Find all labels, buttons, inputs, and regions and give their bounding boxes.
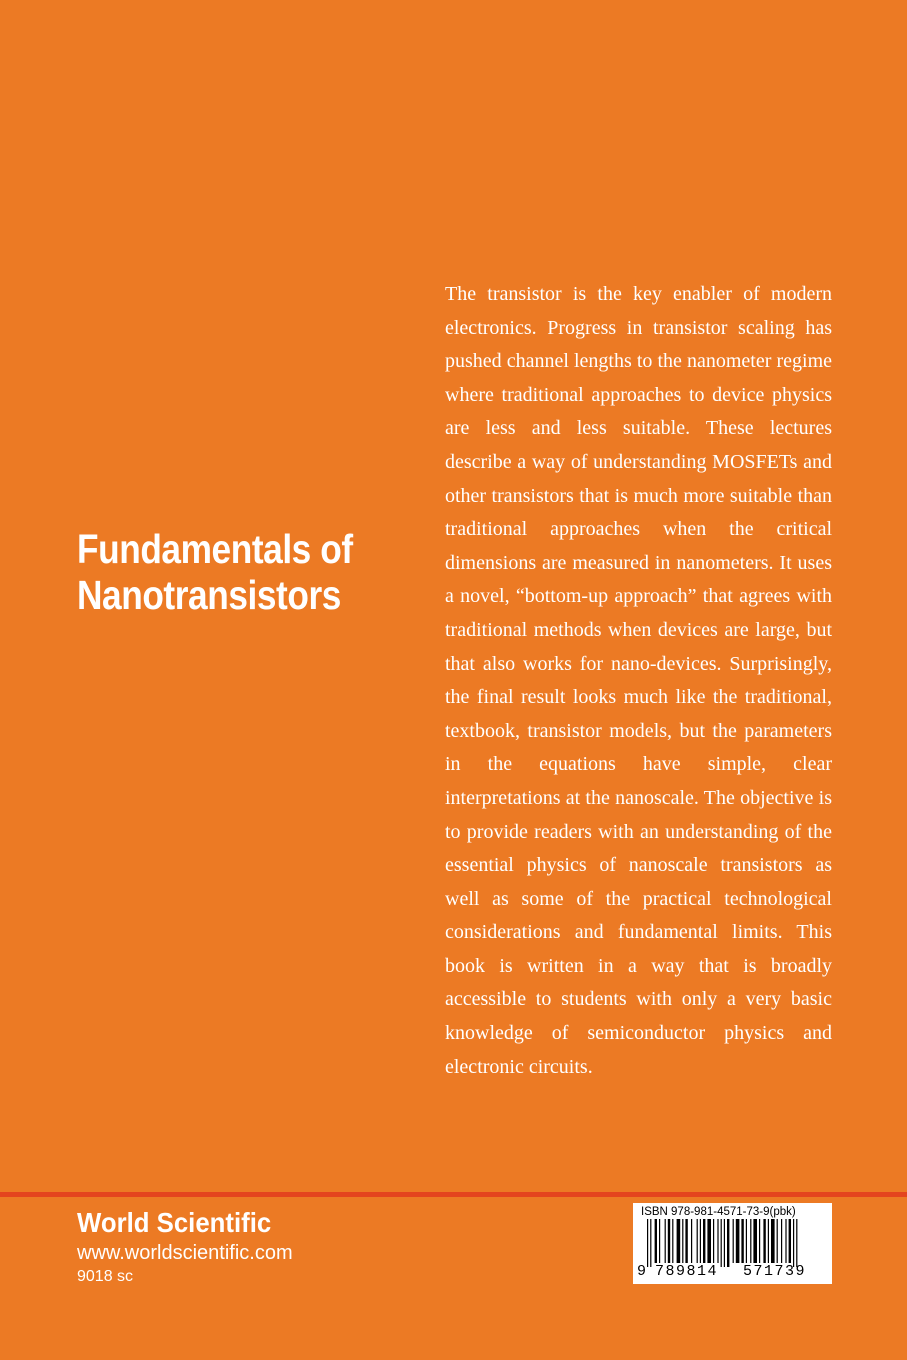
barcode-bar bbox=[691, 1219, 692, 1263]
barcode-bar bbox=[707, 1219, 711, 1263]
book-description: The transistor is the key enabler of modern electronics. Progress in transistor scaling has pushed channel lengths to the nanometer regime where traditional approaches to device physics are less and less suitable. These lectures describe a way of understanding MOSFETs and other transistors that is much more suitable than traditional approaches when the critical dimensions are measured in nanometers. It uses a novel, “bottom-up approach” that agrees with traditional methods when devices are large, but that also works for nano-devices. Surprisingly, the final result looks much like the traditional, textbook, transistor models, but the parameters in the equations have simple, clear interpretations at the nanoscale. The objective is to provide readers with an understanding of the essential physics of nanoscale transistors as well as some of the practical technological considerations and fundamental limits. This book is written in a way that is broadly accessible to students with only a very basic knowledge of semiconductor physics and electronic circuits. bbox=[445, 283, 832, 1078]
catalog-code: 9018 sc bbox=[77, 1268, 134, 1285]
barcode-bar bbox=[668, 1219, 670, 1263]
barcode-bar bbox=[781, 1219, 782, 1263]
barcode-bar bbox=[697, 1219, 698, 1263]
book-title bbox=[77, 526, 369, 618]
barcode-bars-icon bbox=[633, 1219, 832, 1267]
barcode-bar bbox=[759, 1219, 760, 1263]
barcode-bar bbox=[741, 1219, 743, 1263]
publisher-block bbox=[77, 1206, 293, 1288]
divider-line bbox=[0, 1192, 907, 1197]
barcode-bar bbox=[789, 1219, 791, 1263]
barcode-digits-left: 789814 bbox=[655, 1263, 719, 1280]
barcode-digits-right: 571739 bbox=[743, 1263, 807, 1280]
barcode-bar bbox=[677, 1219, 681, 1263]
barcode-bar bbox=[750, 1219, 751, 1263]
barcode-bar bbox=[647, 1219, 648, 1267]
publisher-name: World Scientific bbox=[77, 1207, 272, 1238]
barcode-bar bbox=[672, 1219, 673, 1263]
barcode-digit-first: 9 bbox=[637, 1263, 647, 1280]
barcode-bar bbox=[736, 1219, 740, 1263]
barcode-bar bbox=[700, 1219, 701, 1263]
barcode-bar bbox=[724, 1219, 725, 1267]
barcode-bar bbox=[713, 1219, 714, 1263]
barcode-bar bbox=[721, 1219, 722, 1267]
barcode-bar bbox=[659, 1219, 660, 1263]
barcode-bar bbox=[796, 1219, 797, 1267]
barcode-bar bbox=[785, 1219, 786, 1263]
barcode-bar bbox=[650, 1219, 651, 1267]
isbn-barcode bbox=[633, 1203, 832, 1284]
barcode-bar bbox=[665, 1219, 666, 1263]
barcode-bar bbox=[746, 1219, 747, 1263]
barcode-bar bbox=[753, 1219, 757, 1263]
barcode-bar bbox=[763, 1219, 765, 1263]
barcode-bar bbox=[777, 1219, 778, 1263]
barcode-bar bbox=[727, 1219, 729, 1267]
barcode-bar bbox=[682, 1219, 683, 1263]
barcode-bar bbox=[733, 1219, 734, 1263]
barcode-bar bbox=[655, 1219, 657, 1263]
barcode-bar bbox=[717, 1219, 718, 1263]
book-title-line-2: Nanotransistors bbox=[77, 572, 341, 618]
barcode-bar bbox=[793, 1219, 794, 1267]
isbn-label: ISBN 978-981-4571-73-9(pbk) bbox=[641, 1206, 796, 1218]
barcode-bar bbox=[703, 1219, 705, 1263]
barcode-bar bbox=[685, 1219, 687, 1263]
publisher-url: www.worldscientific.com bbox=[77, 1242, 293, 1264]
barcode-bar bbox=[768, 1219, 769, 1263]
barcode-bar bbox=[771, 1219, 775, 1263]
book-title-line-1: Fundamentals of bbox=[77, 526, 353, 572]
